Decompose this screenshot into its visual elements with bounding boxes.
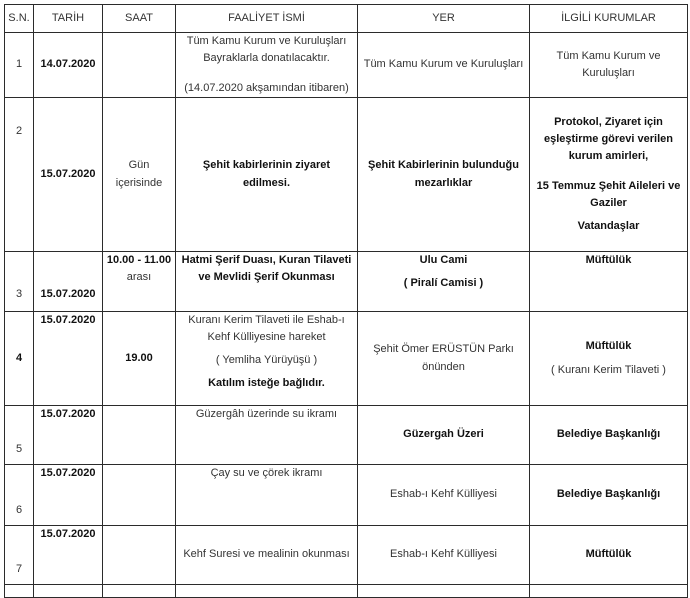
header-yer: YER — [358, 5, 530, 33]
row-saat — [103, 406, 176, 465]
faaliyet-line: ve Mevlidi Şerif Okunması — [198, 271, 335, 284]
row-sn: 6 — [5, 465, 34, 526]
row-yer — [358, 312, 530, 406]
row-saat — [103, 33, 176, 98]
faaliyet-line: Hatmi Şerif Duası, Kuran Tilaveti — [181, 254, 352, 266]
row-saat — [103, 252, 176, 312]
row-kurumlar — [530, 33, 688, 98]
row-yer: Eshab-ı Kehf Külliyesi — [358, 465, 530, 526]
kurumlar-line: eşleştirme görevi verilen — [543, 133, 673, 146]
kurumlar-line: Protokol, Ziyaret için — [554, 116, 663, 129]
table-row — [5, 252, 688, 312]
kurumlar-line: Vatandaşlar — [577, 219, 640, 232]
row-faaliyet — [176, 33, 358, 98]
table-row — [5, 33, 688, 98]
kurumlar-line: Tüm Kamu Kurum ve — [556, 49, 661, 62]
yer-line: Ulu Cami — [419, 254, 468, 266]
row-faaliyet: Güzergâh üzerinde su ikramı — [176, 406, 358, 465]
row-saat — [103, 585, 176, 598]
row-tarih: 14.07.2020 — [34, 33, 103, 98]
row-kurumlar — [530, 98, 688, 252]
row-sn: 2 — [5, 98, 34, 252]
header-saat: SAAT — [103, 5, 176, 33]
faaliyet-line: Kehf Külliyesine hareket — [207, 331, 326, 344]
yer-line: mezarlıklar — [414, 176, 473, 189]
row-faaliyet — [176, 585, 358, 598]
header-kurumlar: İLGİLİ KURUMLAR — [530, 5, 688, 33]
row-tarih: 15.07.2020 — [34, 312, 103, 406]
row-sn — [5, 585, 34, 598]
faaliyet-line: Bayraklarla donatılacaktır. — [203, 52, 330, 65]
row-saat — [103, 98, 176, 252]
row-kurumlar: Müftülük — [530, 252, 688, 312]
kurumlar-line: Müftülük — [585, 340, 632, 353]
kurumlar-line: Gaziler — [590, 196, 627, 209]
table-row — [5, 585, 688, 598]
row-faaliyet — [176, 312, 358, 406]
kurumlar-line: ( Kuranı Kerim Tilaveti ) — [551, 363, 666, 376]
faaliyet-line: Tüm Kamu Kurum ve Kuruluşları — [186, 35, 347, 48]
row-faaliyet: Kehf Suresi ve mealinin okunması — [176, 526, 358, 585]
row-saat — [103, 526, 176, 585]
row-saat — [103, 465, 176, 526]
row-yer — [358, 252, 530, 312]
row-kurumlar: Belediye Başkanlığı — [530, 406, 688, 465]
header-row — [5, 5, 688, 33]
row-faaliyet: Çay su ve çörek ikramı — [176, 465, 358, 526]
row-tarih: 15.07.2020 — [34, 526, 103, 585]
faaliyet-line: ( Yemliha Yürüyüşü ) — [215, 354, 318, 367]
table-row — [5, 465, 688, 526]
faaliyet-line: Katılım isteğe bağlıdır. — [208, 377, 325, 390]
faaliyet-line: Kuranı Kerim Tilaveti ile Eshab-ı — [188, 314, 345, 326]
row-faaliyet — [176, 252, 358, 312]
row-yer — [358, 585, 530, 598]
table-row — [5, 312, 688, 406]
kurumlar-line: kurum amirleri, — [568, 150, 649, 163]
row-yer: Güzergah Üzeri — [358, 406, 530, 465]
row-yer: Eshab-ı Kehf Külliyesi — [358, 526, 530, 585]
row-tarih: 15.07.2020 — [34, 465, 103, 526]
saat-line: 10.00 - 11.00 — [106, 254, 172, 266]
faaliyet-line: (14.07.2020 akşamından itibaren) — [184, 81, 349, 94]
header-tarih: TARİH — [34, 5, 103, 33]
saat-line: arası — [126, 271, 152, 284]
saat-line: içerisinde — [115, 176, 163, 189]
yer-line: ( Piralí Camisi ) — [403, 277, 484, 290]
header-sn: S.N. — [5, 5, 34, 33]
row-yer — [358, 98, 530, 252]
row-kurumlar: Müftülük — [530, 526, 688, 585]
row-sn: 4 — [5, 312, 34, 406]
kurumlar-line: 15 Temmuz Şehit Aileleri ve — [536, 179, 681, 192]
row-sn: 5 — [5, 406, 34, 465]
yer-line: önünden — [422, 360, 465, 373]
row-yer: Tüm Kamu Kurum ve Kuruluşları — [358, 33, 530, 98]
header-faaliyet: FAALİYET İSMİ — [176, 5, 358, 33]
row-kurumlar — [530, 312, 688, 406]
row-tarih: 15.07.2020 — [34, 406, 103, 465]
row-sn: 7 — [5, 526, 34, 585]
row-tarih: 15.07.2020 — [34, 252, 103, 312]
row-sn: 1 — [5, 33, 34, 98]
row-tarih — [34, 585, 103, 598]
row-faaliyet: Şehit kabirlerinin ziyaret edilmesi. — [176, 98, 358, 252]
table-row — [5, 406, 688, 465]
row-kurumlar — [530, 585, 688, 598]
table-row — [5, 98, 688, 252]
yer-line: Şehit Ömer ERÜSTÜN Parkı — [373, 343, 514, 356]
kurumlar-line: Kuruluşları — [582, 67, 635, 79]
row-kurumlar: Belediye Başkanlığı — [530, 465, 688, 526]
saat-line: Gün — [128, 159, 150, 172]
row-sn: 3 — [5, 252, 34, 312]
row-saat: 19.00 — [103, 312, 176, 406]
row-tarih: 15.07.2020 — [34, 98, 103, 252]
program-table — [4, 4, 688, 598]
table-row — [5, 526, 688, 585]
yer-line: Şehit Kabirlerinin bulunduğu — [368, 159, 519, 172]
